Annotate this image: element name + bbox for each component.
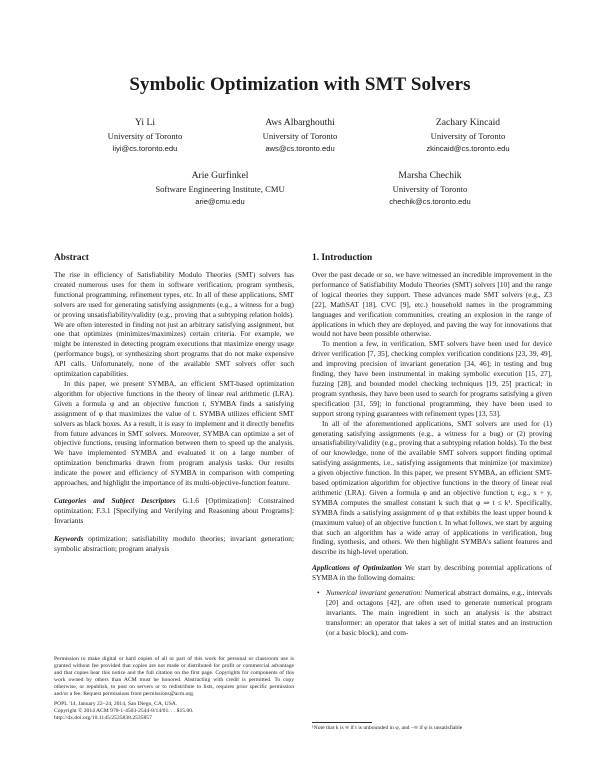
introduction-section	[312, 253, 552, 638]
abstract-paragraph: The rise in efficiency of Satisfiability Modulo Theories (SMT) solvers has created numerous uses for them in software verification, program synthesis, functional programming, refinement types, etc. In all of these applications, SMT solvers are used for generating satisfying assignments (e.g., a witness for a bug) or proving unsatisfiability/validity (e.g., proving that a subtyping relation holds). We are often interested in finding not just an arbitrary satisfying assignment, but one that optimizes (minimizes/maximizes) certain criteria. For example, we might be interested in detecting program executions that maximize energy usage (performance bugs), or synthesizing short programs that do not make expensive API calls. Unfortunately, none of the available SMT solvers offer such optimization capabilities.	[54, 270, 294, 379]
author-email: liyi@cs.toronto.edu	[112, 143, 178, 153]
author-name: Aws Albarghouthi	[265, 117, 335, 128]
applications-paragraph	[312, 563, 552, 583]
author-email: chechik@cs.toronto.edu	[389, 196, 471, 206]
author-email: aws@cs.toronto.edu	[265, 143, 335, 153]
author-block	[225, 116, 375, 155]
keywords	[54, 534, 294, 554]
footnote-rule	[312, 722, 372, 723]
author-block	[388, 116, 548, 155]
author-email: arie@cmu.edu	[195, 196, 245, 206]
author-affiliation: University of Toronto	[430, 131, 506, 141]
author-name: Zachary Kincaid	[435, 117, 501, 128]
categories-text: G.1.6 [Optimization]: Constrained optimization; F.3.1 [Specifying and Verifying and Reasoning about Programs]: Invariants	[54, 495, 294, 525]
author-block	[70, 116, 220, 155]
abstract-paragraph: In this paper, we present SYMBA, an efficient SMT-based optimization algorithm for objective functions in the theory of linear real arithmetic (LRA). Given a formula φ and an objective function t, SYMBA finds a satisfying assignment of φ that maximizes the value of t. SYMBA utilizes efficient SMT solvers as black boxes. As a result, it is easy to implement and it directly benefits from future advances in SMT solvers. Moreover, SYMBA can optimize a set of objective functions, reusing information between them to speed up the analysis. We have implemented SYMBA and evaluated it on a large number of optimization benchmarks drawn from program analysis tasks. Our results indicate the power and efficiency of SYMBA in comparison with competing approaches, and highlight the importance of its multi-objective-function feature.	[54, 378, 294, 488]
footnote: ¹Note that k is ∞ if t is unbounded in φ, and −∞ if φ is unsatisfiable	[312, 725, 463, 731]
intro-paragraph: In all of the aforementioned applications, SMT solvers are used for (1) generating satisfying assignments (e.g., a witness for a bug) or (2) proving unsatisfiability/validity (e.g., proving that a subtyping relation holds). To the best of our knowledge, none of the available SMT solvers support finding optimal satisfying assignments, i.e., satisfying assignments that minimize (or maximize) a given objective function. In this paper, we present SYMBA, an efficient SMT-based optimization algorithm for objective functions in the theory of linear real arithmetic (LRA). Given a formula φ and an objective function t, e.g., x + y, SYMBA computes the smallest constant k such that φ ⇒ t ≤ k¹. Specifically, SYMBA finds a satisfying assignment of φ that exhibits the least upper bound k (maximum value) of an objective function t. In what follows, we start by arguing that such an algorithm has a wide array of applications in verification, bug finding, synthesis, and others. We then highlight SYMBA's salient features and describe its high-level operation.	[312, 418, 552, 557]
permission-text: Permission to make digital or hard copies of all or part of this work for personal or classroom use is granted without fee provided that copies are not made or distributed for profit or commercial advantage and that copies bear this notice and the full citation on the first page. Copyrights for components of this work owned by others than ACM must be honored. Abstracting with credit is permitted. To copy otherwise, or republish, to post on servers or to redistribute to lists, requires prior specific permission and/or a fee. Request permissions from permissions@acm.org.	[54, 656, 294, 698]
author-block	[120, 169, 320, 208]
author-affiliation: University of Toronto	[262, 131, 338, 141]
author-name: Marsha Chechik	[398, 170, 462, 181]
keywords-label: Keywords	[54, 533, 84, 543]
categories	[54, 496, 294, 526]
permission-block	[54, 656, 294, 722]
paper-title: Symbolic Optimization with SMT Solvers	[129, 74, 471, 95]
intro-paragraph: Over the past decade or so, we have witnessed an incredible improvement in the performance of Satisfiability Modulo Theories (SMT) solvers [10] and the range of logical theories they support. These advances made SMT solvers (e.g., Z3 [22], MathSAT [18], CVC [9], etc.) household names in the programming languages and verification communities, creating an explosion in the range of applications in which they are deployed, and paving the way for innovations that would not have been possible otherwise.	[312, 270, 552, 339]
copyright-line: Copyright © 2014 ACM 978-1-4503-2544-8/14/01. . . $15.00.	[54, 707, 194, 714]
author-affiliation: University of Toronto	[392, 184, 468, 194]
list-item	[326, 588, 552, 638]
author-affiliation: Software Engineering Institute, CMU	[155, 184, 285, 194]
applications-list	[312, 588, 552, 638]
intro-paragraph: To mention a few, in verification, SMT solvers have been used for device driver verification [7, 35], checking complex verification conditions [23, 39, 49], and improving precision of invariant generation [34, 46]; in testing and bug finding, they have been instrumental in making symbolic execution [15, 27], fuzzing [28], and bounded model checking techniques [19, 25] practical; in program synthesis, they have been used to search for programs satisfying a given specification [31, 59]; in functional programming, they have been used to support strong typing guarantees with refinement types [13, 53].	[312, 339, 552, 418]
applications-text: We start by describing potential applications of SYMBA in the following domains:	[312, 563, 552, 583]
bullet-label: Numerical invariant generation:	[326, 588, 423, 598]
bullet-text: Numerical abstract domains, e.g., intervals [20] and octagons [42], are often used to generate numerical program invariants. The main ingredient in such an analysis is the abstract transformer: an operator that takes a set of initial states and an instruction (or a basic block), and com-	[326, 588, 552, 637]
categories-label: Categories and Subject Descriptors	[54, 495, 176, 505]
keywords-text: optimization; satisfiability modulo theories; invariant generation; symbolic abstraction; program analysis	[54, 533, 294, 553]
doi-line: http://dx.doi.org/10.1145/2535838.2535857	[54, 714, 152, 721]
abstract-heading: Abstract	[54, 253, 89, 263]
author-name: Yi Li	[135, 117, 155, 128]
applications-label: Applications of Optimization	[312, 563, 402, 573]
intro-heading: 1. Introduction	[312, 253, 373, 263]
abstract-section	[54, 253, 294, 553]
author-affiliation: University of Toronto	[107, 131, 183, 141]
author-block	[350, 169, 510, 208]
author-name: Arie Gurfinkel	[191, 170, 249, 181]
conference-line: POPL '14, January 22–24, 2014, San Diego, CA, USA.	[54, 700, 178, 707]
author-email: zkincaid@cs.toronto.edu	[426, 143, 510, 153]
